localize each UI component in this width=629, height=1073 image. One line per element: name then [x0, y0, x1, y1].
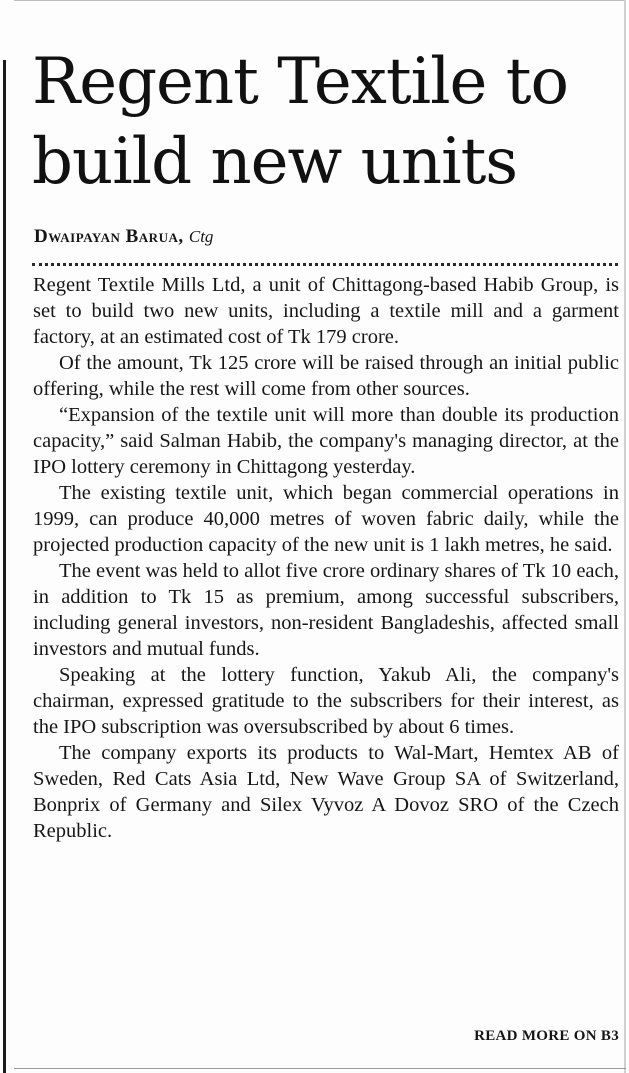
read-more-link[interactable]: READ MORE ON B3: [474, 1028, 619, 1044]
dotted-divider: [32, 263, 618, 266]
article-paragraph: The company exports its products to Wal-Mart, Hemtex AB of Sweden, Red Cats Asia Ltd, New Wave Group SA of Switzerland, Bonprix of Germany and Silex Vyvoz A Dovoz SRO of the Czech Republic.: [33, 742, 619, 842]
column-rule: [3, 60, 6, 1073]
article-paragraph: Of the amount, Tk 125 crore will be raised through an initial public offering, while the rest will come from other sources.: [33, 352, 619, 400]
right-border: [624, 0, 626, 1073]
article-byline: [34, 226, 213, 248]
byline-dateline: Ctg: [188, 227, 214, 246]
article-paragraph: Regent Textile Mills Ltd, a unit of Chittagong-based Habib Group, is set to build two new units, including a textile mill and a garment factory, at an estimated cost of Tk 179 crore.: [33, 274, 619, 348]
article-paragraph: Speaking at the lottery function, Yakub Ali, the company's chairman, expressed gratitude to the subscribers for their interest, as the IPO subscription was oversubscribed by about 6 times.: [33, 664, 619, 738]
byline-author: Dwaipayan Barua,: [34, 226, 184, 247]
article-headline: Regent Textile to build new units: [32, 45, 568, 199]
top-border: [14, 0, 626, 1]
bottom-border: [14, 1068, 626, 1069]
article-paragraph: “Expansion of the textile unit will more than double its production capacity,” said Salman Habib, the company's managing director, at the IPO lottery ceremony in Chittagong yesterday.: [33, 404, 619, 478]
article-paragraph: The event was held to allot five crore ordinary shares of Tk 10 each, in addition to Tk 15 as premium, among successful subscribers, including general investors, non-resident Bangladeshis, affected small investors and mutual funds.: [33, 560, 619, 660]
article-paragraph: The existing textile unit, which began commercial operations in 1999, can produce 40,000 metres of woven fabric daily, while the projected production capacity of the new unit is 1 lakh metres, he said.: [33, 482, 619, 556]
article-body: [33, 272, 619, 844]
